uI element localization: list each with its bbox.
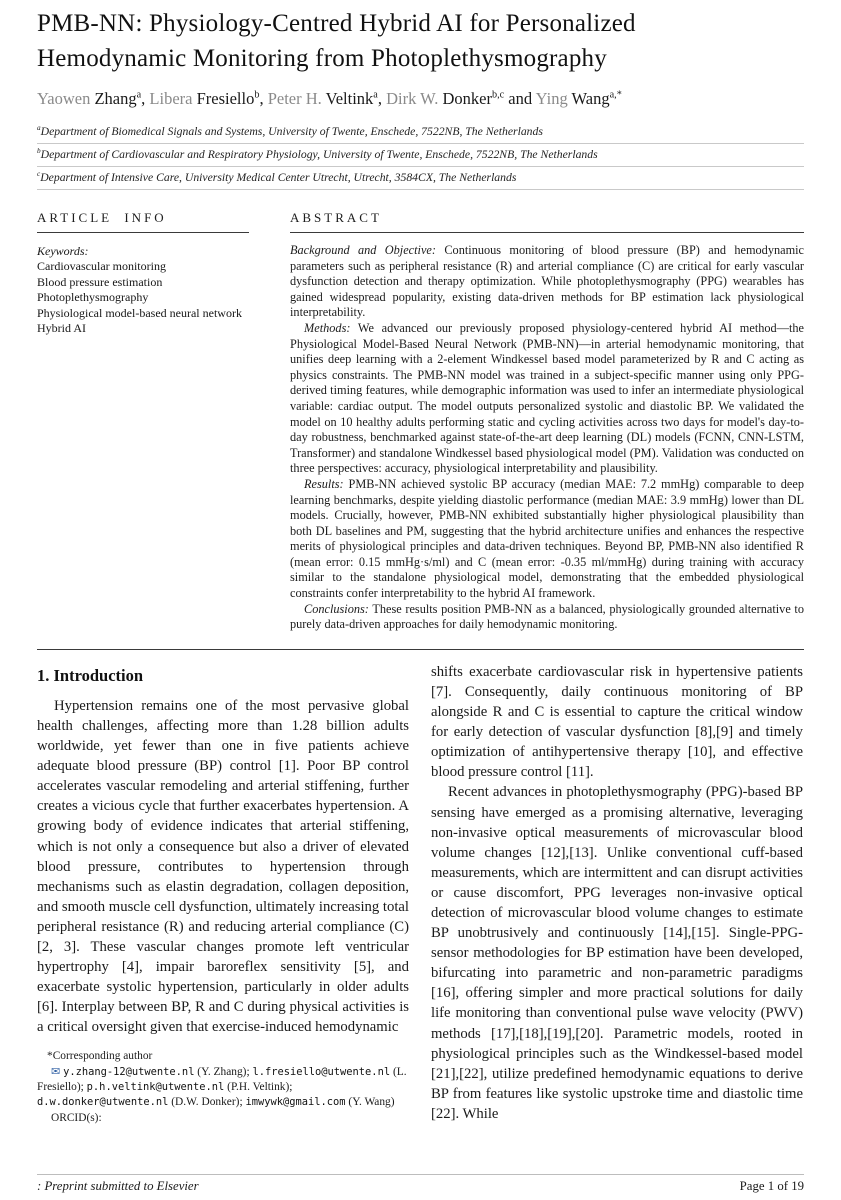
email-owner: (Y. Zhang); [194,1066,253,1079]
affiliation-text: Department of Intensive Care, University Medical Center Utrecht, Utrecht, 3584CX, The Netherlands [40,171,517,184]
author-family-name: Wang [571,89,610,108]
author-affiliation-mark: a [136,89,142,101]
author-given-name: Libera [149,89,193,108]
corresponding-author-note: *Corresponding author [47,1050,153,1063]
abstract-section-label: Results: [304,476,344,491]
author-1 [37,89,149,108]
abstract-methods [290,321,804,477]
page-footer [37,1174,804,1194]
footnote-block [37,1049,409,1125]
article-info-heading: ARTICLE INFO [37,210,167,225]
footer-page-number: Page 1 of 19 [739,1179,804,1193]
keyword-item: Cardiovascular monitoring [37,259,166,273]
affiliation-mark: b [37,147,41,156]
front-matter-separator-rule [37,649,804,650]
author-affiliation-mark: b [254,89,260,101]
footer-preprint-note: : Preprint submitted to Elsevier [37,1179,199,1193]
article-info-panel [37,210,249,633]
email-owner: (D.W. Donker); [168,1095,246,1108]
author-4 [386,89,536,108]
keyword-item: Photoplethysmography [37,290,149,305]
page-title [37,6,804,76]
affiliation-b [37,144,804,167]
author-emails [37,1065,409,1109]
author-2 [149,89,267,108]
email-owner: (Y. Wang) [345,1095,395,1108]
author-separator: , [141,89,150,108]
author-affiliation-mark: a,* [609,89,622,101]
title-line-2: Hemodynamic Monitoring from Photoplethysmography [37,45,607,72]
keywords-label: Keywords: [37,244,89,258]
email-link[interactable]: l.fresiello@utwente.nl [252,1066,391,1079]
email-link[interactable]: d.w.donker@utwente.nl [37,1095,169,1108]
abstract-section-label: Background and Objective: [290,243,436,257]
abstract-background [290,243,804,321]
email-link[interactable]: p.h.veltink@utwente.nl [86,1081,225,1094]
body-columns [37,662,804,1126]
affiliation-mark: c [37,170,41,179]
keyword-item: Hybrid AI [37,321,86,336]
abstract-section-text: PMB-NN achieved systolic BP accuracy (median MAE: 7.2 mmHg) comparable to deep learning benchmarks, despite yielding diastolic performance (median MAE: 3.9 mmHg) lower than DL models. Crucially, however, PMB-NN exhibited substantially higher physiological plausibility than both DL baselines and PM, suggesting that the hybrid architecture unifies and enhances the respective merits of physiological principles and data-driven techniques. Beyond BP, PMB-NN also identified R (mean error: 0.15 mmHg·s/ml) and C (mean error: -0.35 ml/mmHg) during training with accuracy similar to the standalone physiological model, demonstrating that the embedded physiological constraints confer interpretability to the hybrid AI framework. [290,476,804,601]
keyword-item: Physiological model-based neural network [37,305,242,320]
email-owner: (P.H. Veltink); [224,1081,293,1094]
author-affiliation-mark: b,c [491,89,505,101]
email-link[interactable]: imwywk@gmail.com [245,1095,346,1108]
email-owner: (L. Fresiello); [37,1066,407,1094]
abstract-section-label: Conclusions: [304,601,369,616]
affiliation-mark: a [37,124,41,133]
author-5 [536,89,622,108]
author-family-name: Donker [442,89,492,108]
abstract-section-text: We advanced our previously proposed physiology-centered hybrid AI method—the Physiological Model-Based Neural Network (PMB-NN)—in arterial hemodynamic monitoring, that unifies deep learning with a 2-element Windkessel based model parameterized by R and C acting as physics constraints. The PMB-NN model was trained in a subject-specific manner using only PPG-derived timing features, while demographic information was used to infer an intermediate physiological variable: cardiac output. The model outputs personalized systolic and diastolic BP. We validated the model on 10 healthy adults performing static and cycling activities across two days for model's day-to-day robustness, benchmarked against state-of-the-art deep learning (DL) models (FCNN, CNN-LSTM, Transformer) and standalone Windkessel based physiological model (PM). Validation was conducted on three perspectives: accuracy, physiological interpretability and plausibility. [290,320,804,476]
affiliation-c [37,167,804,190]
author-given-name: Ying [535,89,568,108]
affiliation-text: Department of Cardiovascular and Respiratory Physiology, University of Twente, Enschede, 7522NB, The Netherlands [40,148,598,161]
affiliation-a [37,121,804,144]
section-1-heading: 1. Introduction [37,665,144,685]
orcid-label: ORCID(s): [51,1111,102,1124]
author-affiliation-mark: a [373,89,378,101]
article-info-rule [37,232,249,233]
author-given-name: Peter H. [267,89,322,108]
affiliations [37,121,804,190]
author-family-name: Veltink [325,89,374,108]
email-link[interactable]: y.zhang-12@utwente.nl [63,1066,195,1079]
left-column [37,662,409,1126]
keyword-item: Blood pressure estimation [37,274,163,289]
author-separator: and [504,89,536,108]
front-matter [37,210,804,633]
abstract-conclusions [290,602,804,633]
title-line-1: PMB-NN: Physiology-Centred Hybrid AI for Personalized [37,10,636,37]
author-given-name: Yaowen [37,89,91,108]
abstract-panel [290,210,804,633]
abstract-section-text: Continuous monitoring of blood pressure (BP) and hemodynamic parameters such as peripheral resistance (R) and arterial compliance (C) are critical for early vascular dysfunction detection and therapy optimization. While photoplethysmography (PPG) wearables has gained widespread popularity, existing data-driven methods for BP estimation lack physiological interpretability. [290,243,805,320]
author-given-name: Dirk W. [386,89,439,108]
intro-paragraph-right-2: Recent advances in photoplethysmography (PPG)-based BP sensing have emerged as a promising alternative, leveraging non-invasive optical measurements of microvascular blood volume changes [12],[13]. Unlike conventional cuff-based measurements, which are intermittent and can disrupt activities or cause discomfort, PPG leverages non-invasive optical detection of microvascular blood volume changes to estimate BP unobtrusively and continuously [14],[15]. Single-PPG-sensor methodologies for BP estimation have been developed, bifurcating into parametric and non-parametric paradigms [16], offering simpler and more practical solutions for daily life monitoring than conventional pulse wave velocity (PWV) methods [17],[18],[19],[20]. Parametric models, rooted in physiological principles such as the Windkessel-based model [21],[22], utilize predefined hemodynamic equations to derive BP from features like systolic upstroke time and diastolic time [22]. While [431,784,803,1122]
intro-paragraph-left: Hypertension remains one of the most pervasive global health challenges, affecting more than 1.28 billion adults worldwide, yet fewer than one in five patients achieve adequate blood pressure (BP) control [1]. Poor BP control accelerates vascular remodeling and arterial stiffening, further creates a vicious cycle that further exacerbates hypertension. A growing body of evidence indicates that arterial stiffening, which is not only a consequence but also a driver of elevated blood pressure, contributes to hypertension through mechanisms such as elastin degradation, collagen deposition, and smooth muscle cell dysfunction, ultimately increasing total peripheral resistance (R) and reducing arterial compliance (C) [2, 3]. These vascular changes promote left ventricular hypertrophy [4], impair baroreflex sensitivity [5], and exacerbate systolic hypertension, particularly in older adults [6]. Interplay between BP, R and C during physical activities is a critical oversight given that exercise-induced hemodynamic [37,697,409,1036]
author-separator: , [377,89,387,108]
abstract-heading: ABSTRACT [290,210,382,225]
abstract-results [290,477,804,602]
envelope-icon: ✉ [51,1066,61,1079]
right-column [431,662,803,1126]
abstract-rule [290,232,804,233]
author-family-name: Fresiello [196,89,255,108]
author-separator: , [259,89,268,108]
abstract-section-label: Methods: [304,320,351,335]
affiliation-text: Department of Biomedical Signals and Systems, University of Twente, Enschede, 7522NB, The Netherlands [40,125,543,138]
author-3 [268,89,386,108]
author-line [37,89,804,109]
intro-paragraph-right-1: shifts exacerbate cardiovascular risk in hypertensive patients [7]. Consequently, daily continuous monitoring of BP alongside R and C is essential to capture the critical window for early detection of vascular dysfunction [8],[9] and timely optimization of antihypertensive therapy [10], and effective blood pressure control [11]. [431,663,803,781]
abstract-section-text: These results position PMB-NN as a balanced, physiologically grounded alternative to purely data-driven approaches for daily hemodynamic monitoring. [290,601,804,632]
author-family-name: Zhang [94,89,137,108]
